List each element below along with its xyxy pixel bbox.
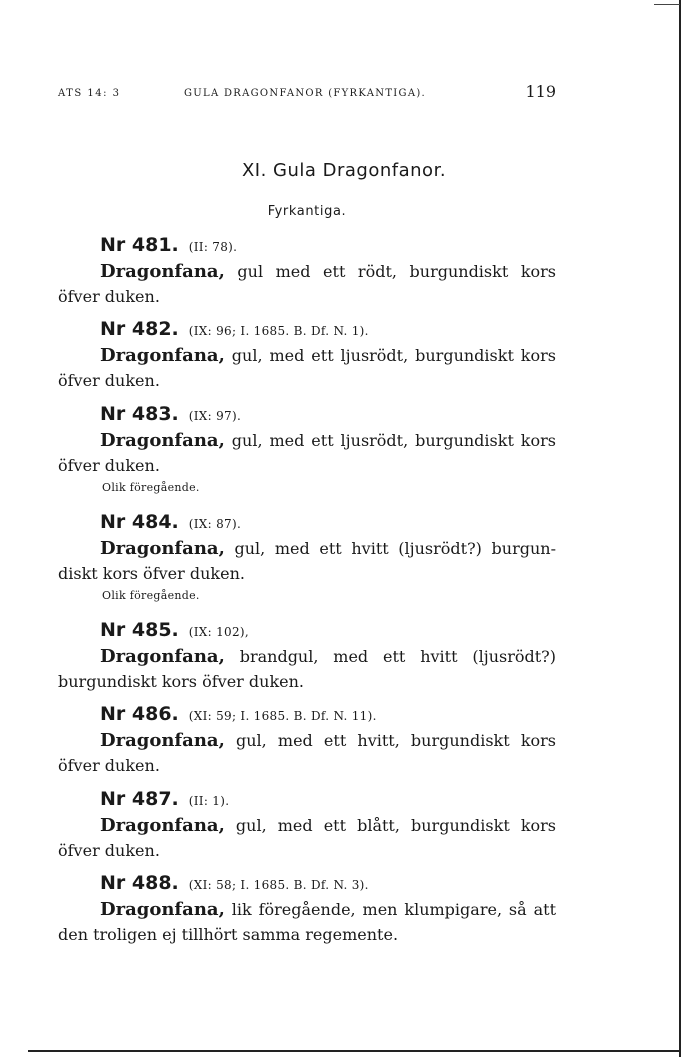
entry-description: Dragonfana, gul, med ett ljusrödt, burgundiskt kors öfver duken. (58, 345, 556, 390)
entry-number: Nr 484. (IX: 87). (100, 511, 242, 533)
entry-reference: (IX: 102), (188, 625, 249, 639)
entry-note: Olik föregående. (102, 481, 200, 494)
entry-number: Nr 482. (IX: 96; I. 1685. B. Df. N. 1). (100, 318, 369, 340)
entry-description: Dragonfana, gul med ett rödt, burgundiskt kors öfver duken. (58, 261, 556, 306)
catalog-entry (58, 701, 556, 778)
entry-reference: (II: 1). (188, 794, 230, 808)
entry-number: Nr 488. (XI: 58; I. 1685. B. Df. N. 3). (100, 872, 369, 894)
entry-lead: Dragonfana, (100, 646, 225, 667)
chapter-title: XI. Gula Dragonfanor. (241, 160, 447, 181)
catalog-entry (58, 509, 556, 606)
entry-reference: (XI: 59; I. 1685. B. Df. N. 11). (188, 709, 377, 723)
entry-lead: Dragonfana, (100, 345, 225, 366)
entry-reference: (XI: 58; I. 1685. B. Df. N. 3). (188, 878, 369, 892)
entry-number: Nr 486. (XI: 59; I. 1685. B. Df. N. 11). (100, 703, 377, 725)
entry-lead: Dragonfana, (100, 430, 225, 451)
entry-reference: (IX: 97). (188, 409, 242, 423)
catalog-entry (58, 401, 556, 498)
entry-description: Dragonfana, gul, med ett hvitt, burgundiskt kors öfver duken. (58, 730, 556, 775)
entry-lead: Dragonfana, (100, 538, 225, 559)
entry-number: Nr 483. (IX: 97). (100, 403, 242, 425)
entry-description: Dragonfana, gul, med ett hvitt (ljusrödt?) burgundiskt kors öfver duken. (58, 538, 556, 583)
entry-lead: Dragonfana, (100, 899, 225, 920)
running-header (58, 82, 556, 104)
header-section-title: GULA DRAGONFANOR (FYRKANTIGA). (184, 88, 427, 99)
entry-lead: Dragonfana, (100, 815, 225, 836)
chapter-subtitle: Fyrkantiga. (267, 204, 347, 219)
catalog-entry (58, 617, 556, 694)
entry-description: Dragonfana, gul, med ett ljusrödt, burgundiskt kors öfver duken. (58, 430, 556, 475)
header-series: ATS 14: 3 (58, 88, 121, 99)
entry-reference: (IX: 87). (188, 517, 242, 531)
catalog-entry (58, 870, 556, 947)
entry-reference: (IX: 96; I. 1685. B. Df. N. 1). (188, 324, 369, 338)
entry-number: Nr 487. (II: 1). (100, 788, 230, 810)
entry-description: Dragonfana, brandgul, med ett hvitt (ljusrödt?) burgundiskt kors öfver duken. (58, 646, 556, 691)
page-number: 119 (525, 82, 556, 101)
catalog-entry (58, 786, 556, 863)
entry-number: Nr 481. (II: 78). (100, 234, 238, 256)
entry-lead: Dragonfana, (100, 730, 225, 751)
entry-number: Nr 485. (IX: 102), (100, 619, 249, 641)
entry-lead: Dragonfana, (100, 261, 225, 282)
catalog-entry (58, 232, 556, 309)
entry-reference: (II: 78). (188, 240, 238, 254)
entry-description: Dragonfana, gul, med ett blått, burgundiskt kors öfver duken. (58, 815, 556, 860)
entry-description: Dragonfana, lik föregående, men klumpigare, så att den troligen ej tillhört samma regemente. (58, 899, 556, 944)
page-edge-rule (679, 0, 681, 1057)
top-edge-mark (654, 4, 680, 5)
entry-note: Olik föregående. (102, 589, 200, 602)
catalog-entry (58, 316, 556, 393)
bottom-edge-rule (28, 1050, 680, 1052)
